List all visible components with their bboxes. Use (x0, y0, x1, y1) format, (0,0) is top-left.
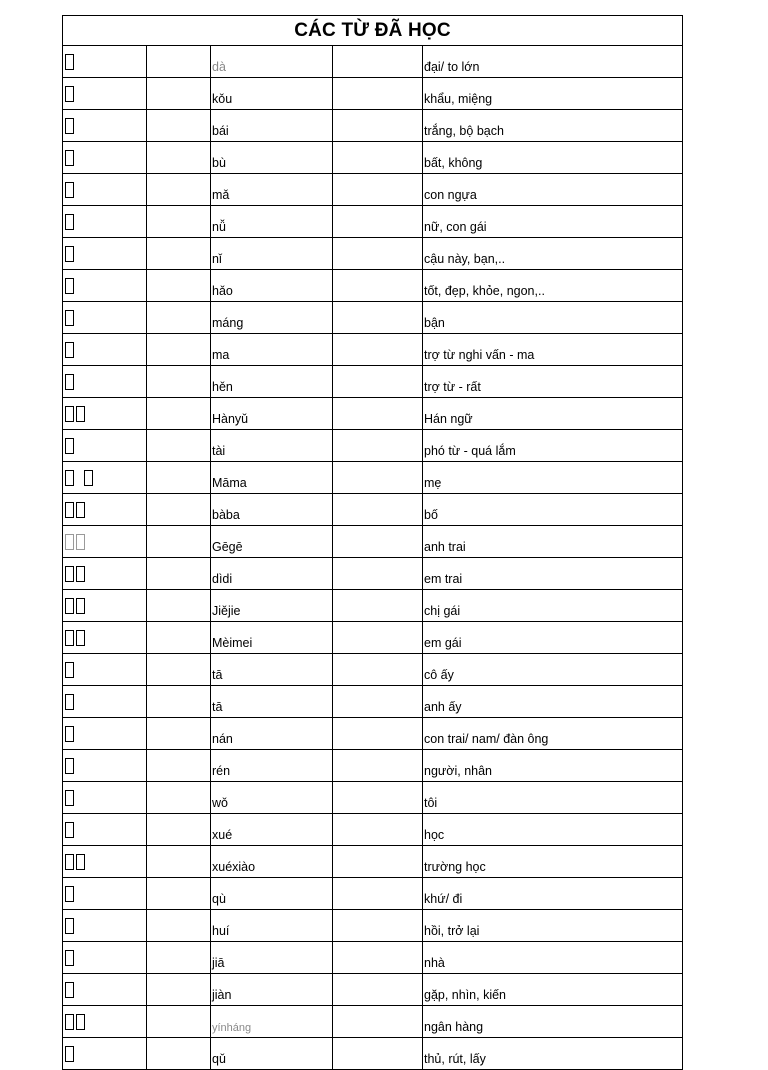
empty-cell (147, 686, 211, 718)
missing-glyph-icon (65, 342, 74, 358)
empty-cell (147, 494, 211, 526)
hanzi-cell (63, 846, 147, 878)
hanzi-cell (63, 46, 147, 78)
missing-glyph-icon (76, 598, 85, 614)
hanzi-cell (63, 974, 147, 1006)
missing-glyph-icon (65, 694, 74, 710)
hanzi-cell (63, 686, 147, 718)
meaning-cell: trắng, bộ bạch (423, 110, 683, 142)
missing-glyph-icon (76, 566, 85, 582)
empty-cell (147, 622, 211, 654)
empty-cell (333, 654, 423, 686)
hanzi-cell (63, 590, 147, 622)
pinyin-cell: Mèimei (211, 622, 333, 654)
hanzi-cell (63, 462, 147, 494)
empty-cell (333, 494, 423, 526)
missing-glyph-icon (76, 1014, 85, 1030)
missing-glyph-icon (65, 54, 74, 70)
table-row (63, 302, 683, 334)
empty-cell (147, 910, 211, 942)
missing-glyph-icon (65, 918, 74, 934)
meaning-cell: chị gái (423, 590, 683, 622)
missing-glyph-icon (65, 374, 74, 390)
pinyin-cell: bái (211, 110, 333, 142)
pinyin-cell: xué (211, 814, 333, 846)
empty-cell (333, 910, 423, 942)
hanzi-cell (63, 142, 147, 174)
table-row (63, 46, 683, 78)
missing-glyph-icon (65, 790, 74, 806)
missing-glyph-icon (84, 470, 93, 486)
meaning-cell: hồi, trở lại (423, 910, 683, 942)
missing-glyph-icon (76, 534, 85, 550)
page-title: CÁC TỪ ĐÃ HỌC (63, 16, 683, 46)
hanzi-cell (63, 942, 147, 974)
missing-glyph-icon (65, 470, 74, 486)
hanzi-cell (63, 78, 147, 110)
pinyin-cell: yínháng (211, 1006, 333, 1038)
meaning-cell: em trai (423, 558, 683, 590)
missing-glyph-icon (65, 726, 74, 742)
table-row (63, 846, 683, 878)
pinyin-cell: xuéxiào (211, 846, 333, 878)
hanzi-cell (63, 270, 147, 302)
hanzi-cell (63, 750, 147, 782)
table-row (63, 878, 683, 910)
hanzi-cell (63, 334, 147, 366)
empty-cell (147, 398, 211, 430)
empty-cell (333, 46, 423, 78)
hanzi-cell (63, 558, 147, 590)
table-row (63, 1006, 683, 1038)
table-row (63, 942, 683, 974)
table-row (63, 270, 683, 302)
meaning-cell: thủ, rút, lấy (423, 1038, 683, 1070)
pinyin-cell: dà (211, 46, 333, 78)
missing-glyph-icon (65, 886, 74, 902)
missing-glyph-icon (65, 630, 74, 646)
meaning-cell: khứ/ đi (423, 878, 683, 910)
meaning-cell: khẩu, miệng (423, 78, 683, 110)
missing-glyph-icon (65, 438, 74, 454)
empty-cell (333, 718, 423, 750)
missing-glyph-icon (65, 662, 74, 678)
hanzi-cell (63, 718, 147, 750)
empty-cell (333, 430, 423, 462)
pinyin-cell: Jiějie (211, 590, 333, 622)
table-row (63, 174, 683, 206)
pinyin-cell: rén (211, 750, 333, 782)
meaning-cell: bận (423, 302, 683, 334)
table-row (63, 366, 683, 398)
hanzi-cell (63, 366, 147, 398)
meaning-cell: trợ từ - rất (423, 366, 683, 398)
empty-cell (333, 622, 423, 654)
hanzi-cell (63, 302, 147, 334)
pinyin-cell: nǐ (211, 238, 333, 270)
pinyin-cell: máng (211, 302, 333, 334)
empty-cell (147, 302, 211, 334)
empty-cell (147, 814, 211, 846)
hanzi-cell (63, 526, 147, 558)
empty-cell (147, 110, 211, 142)
empty-cell (333, 78, 423, 110)
table-row (63, 462, 683, 494)
meaning-cell: trường học (423, 846, 683, 878)
pinyin-cell: Gēgē (211, 526, 333, 558)
empty-cell (147, 430, 211, 462)
empty-cell (147, 558, 211, 590)
empty-cell (147, 942, 211, 974)
table-row (63, 142, 683, 174)
table-row (63, 910, 683, 942)
empty-cell (333, 1038, 423, 1070)
missing-glyph-icon (65, 822, 74, 838)
empty-cell (333, 942, 423, 974)
hanzi-cell (63, 398, 147, 430)
missing-glyph-icon (65, 214, 74, 230)
empty-cell (333, 878, 423, 910)
empty-cell (333, 846, 423, 878)
meaning-cell: cậu này, bạn,.. (423, 238, 683, 270)
empty-cell (147, 142, 211, 174)
hanzi-cell (63, 174, 147, 206)
table-row (63, 590, 683, 622)
empty-cell (333, 974, 423, 1006)
empty-cell (333, 174, 423, 206)
hanzi-cell (63, 110, 147, 142)
empty-cell (147, 334, 211, 366)
pinyin-cell: nán (211, 718, 333, 750)
empty-cell (333, 206, 423, 238)
empty-cell (147, 46, 211, 78)
vocabulary-table (62, 15, 683, 1070)
empty-cell (147, 1038, 211, 1070)
table-row (63, 206, 683, 238)
empty-cell (147, 750, 211, 782)
missing-glyph-icon (65, 246, 74, 262)
pinyin-cell: jiā (211, 942, 333, 974)
empty-cell (333, 590, 423, 622)
pinyin-cell: ma (211, 334, 333, 366)
empty-cell (147, 206, 211, 238)
pinyin-cell: bàba (211, 494, 333, 526)
meaning-cell: tốt, đẹp, khỏe, ngon,.. (423, 270, 683, 302)
pinyin-cell: dìdi (211, 558, 333, 590)
empty-cell (333, 686, 423, 718)
empty-cell (147, 846, 211, 878)
empty-cell (333, 366, 423, 398)
pinyin-cell: Hànyǔ (211, 398, 333, 430)
empty-cell (147, 878, 211, 910)
missing-glyph-icon (65, 406, 74, 422)
empty-cell (333, 526, 423, 558)
meaning-cell: phó từ - quá lắm (423, 430, 683, 462)
empty-cell (333, 334, 423, 366)
meaning-cell: anh ấy (423, 686, 683, 718)
table-row (63, 430, 683, 462)
hanzi-cell (63, 206, 147, 238)
empty-cell (147, 462, 211, 494)
table-row (63, 814, 683, 846)
missing-glyph-icon (65, 86, 74, 102)
meaning-cell: em gái (423, 622, 683, 654)
pinyin-cell: kǒu (211, 78, 333, 110)
meaning-cell: nhà (423, 942, 683, 974)
pinyin-cell: mǎ (211, 174, 333, 206)
empty-cell (333, 782, 423, 814)
empty-cell (333, 270, 423, 302)
table-row (63, 526, 683, 558)
pinyin-cell: qù (211, 878, 333, 910)
empty-cell (333, 238, 423, 270)
empty-cell (147, 366, 211, 398)
missing-glyph-icon (65, 502, 74, 518)
hanzi-cell (63, 1038, 147, 1070)
empty-cell (147, 78, 211, 110)
table-row (63, 398, 683, 430)
table-row (63, 78, 683, 110)
table-row (63, 974, 683, 1006)
pinyin-cell: tài (211, 430, 333, 462)
empty-cell (147, 270, 211, 302)
table-row (63, 750, 683, 782)
meaning-cell: tôi (423, 782, 683, 814)
pinyin-cell: tā (211, 686, 333, 718)
meaning-cell: Hán ngữ (423, 398, 683, 430)
empty-cell (147, 526, 211, 558)
empty-cell (333, 750, 423, 782)
table-row (63, 718, 683, 750)
pinyin-cell: wǒ (211, 782, 333, 814)
missing-glyph-icon (76, 502, 85, 518)
meaning-cell: mẹ (423, 462, 683, 494)
pinyin-cell: nǚ (211, 206, 333, 238)
meaning-cell: nữ, con gái (423, 206, 683, 238)
hanzi-cell (63, 654, 147, 686)
hanzi-cell (63, 430, 147, 462)
missing-glyph-icon (65, 118, 74, 134)
vocabulary-sheet (62, 15, 682, 1070)
meaning-cell: trợ từ nghi vấn - ma (423, 334, 683, 366)
missing-glyph-icon (65, 278, 74, 294)
table-row (63, 782, 683, 814)
empty-cell (147, 238, 211, 270)
table-row (63, 238, 683, 270)
hanzi-cell (63, 782, 147, 814)
empty-cell (333, 1006, 423, 1038)
hanzi-cell (63, 622, 147, 654)
hanzi-cell (63, 494, 147, 526)
meaning-cell: ngân hàng (423, 1006, 683, 1038)
meaning-cell: người, nhân (423, 750, 683, 782)
pinyin-cell: hěn (211, 366, 333, 398)
missing-glyph-icon (65, 758, 74, 774)
empty-cell (333, 462, 423, 494)
meaning-cell: con trai/ nam/ đàn ông (423, 718, 683, 750)
missing-glyph-icon (76, 854, 85, 870)
meaning-cell: bất, không (423, 142, 683, 174)
missing-glyph-icon (65, 982, 74, 998)
table-row (63, 622, 683, 654)
hanzi-cell (63, 1006, 147, 1038)
pinyin-cell: Māma (211, 462, 333, 494)
missing-glyph-icon (65, 150, 74, 166)
meaning-cell: bố (423, 494, 683, 526)
table-row (63, 494, 683, 526)
empty-cell (333, 814, 423, 846)
pinyin-cell: jiàn (211, 974, 333, 1006)
missing-glyph-icon (65, 1014, 74, 1030)
table-row (63, 110, 683, 142)
table-row (63, 558, 683, 590)
hanzi-cell (63, 910, 147, 942)
table-row (63, 654, 683, 686)
missing-glyph-icon (65, 950, 74, 966)
missing-glyph-icon (65, 1046, 74, 1062)
meaning-cell: học (423, 814, 683, 846)
pinyin-cell: bù (211, 142, 333, 174)
table-row (63, 686, 683, 718)
empty-cell (333, 142, 423, 174)
missing-glyph-icon (65, 534, 74, 550)
missing-glyph-icon (65, 310, 74, 326)
pinyin-cell: huí (211, 910, 333, 942)
missing-glyph-icon (76, 406, 85, 422)
meaning-cell: đại/ to lớn (423, 46, 683, 78)
table-row (63, 1038, 683, 1070)
meaning-cell: cô ấy (423, 654, 683, 686)
missing-glyph-icon (65, 182, 74, 198)
meaning-cell: con ngựa (423, 174, 683, 206)
missing-glyph-icon (65, 854, 74, 870)
pinyin-cell: hǎo (211, 270, 333, 302)
hanzi-cell (63, 814, 147, 846)
empty-cell (333, 302, 423, 334)
empty-cell (333, 398, 423, 430)
empty-cell (147, 718, 211, 750)
empty-cell (147, 654, 211, 686)
empty-cell (147, 782, 211, 814)
missing-glyph-icon (65, 566, 74, 582)
empty-cell (333, 110, 423, 142)
title-row (63, 16, 683, 46)
empty-cell (147, 174, 211, 206)
empty-cell (147, 590, 211, 622)
hanzi-cell (63, 238, 147, 270)
pinyin-cell: qǔ (211, 1038, 333, 1070)
pinyin-cell: tā (211, 654, 333, 686)
meaning-cell: anh trai (423, 526, 683, 558)
missing-glyph-icon (65, 598, 74, 614)
empty-cell (333, 558, 423, 590)
empty-cell (147, 974, 211, 1006)
meaning-cell: gặp, nhìn, kiến (423, 974, 683, 1006)
hanzi-cell (63, 878, 147, 910)
table-row (63, 334, 683, 366)
empty-cell (147, 1006, 211, 1038)
missing-glyph-icon (76, 630, 85, 646)
